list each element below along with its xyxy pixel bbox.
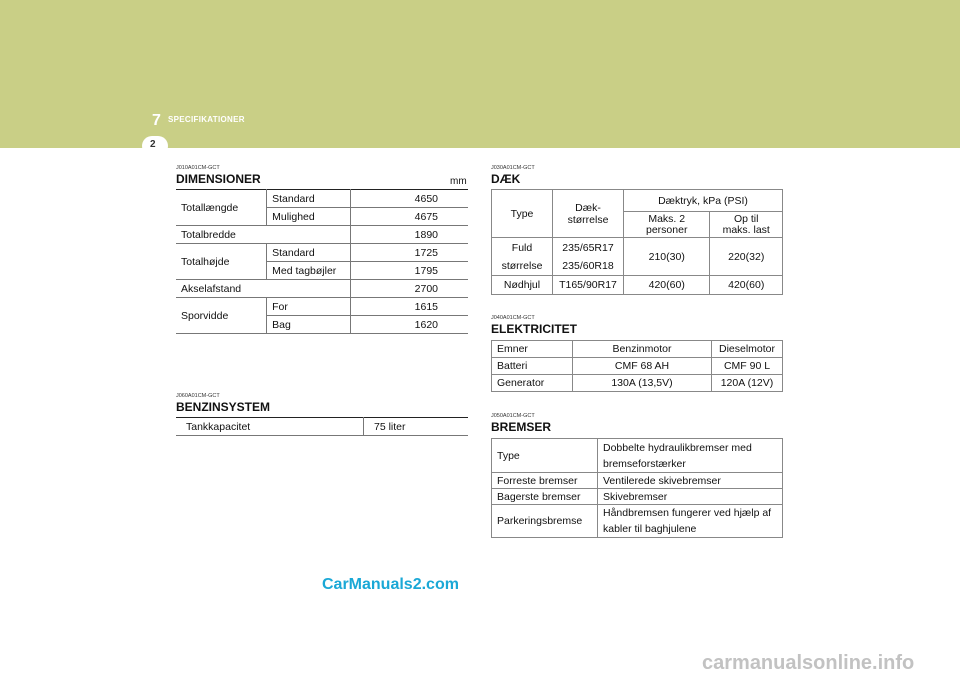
col-maxload: Op til maks. last <box>710 212 783 238</box>
row-sub: Med tagbøjler <box>267 262 351 280</box>
col-max2: Maks. 2 personer <box>624 212 710 238</box>
row-sub: Standard <box>267 244 351 262</box>
full-label-2: størrelse <box>492 258 553 276</box>
table-row <box>176 280 468 298</box>
brake-value: Håndbremsen fungerer ved hjælp af kabler til baghjulene <box>598 505 783 538</box>
col-type: Type <box>492 190 553 238</box>
row-value: 1890 <box>350 226 468 244</box>
brake-value: Dobbelte hydraulikbremser med bremseforstærker <box>598 439 783 473</box>
watermark-link[interactable]: CarManuals2.com <box>322 576 459 593</box>
battery-diesel: CMF 90 L <box>712 358 783 375</box>
row-sub: Bag <box>267 316 351 334</box>
row-sub: Mulighed <box>267 208 351 226</box>
electric-code: J040A01CM-GCT <box>491 315 535 321</box>
fuel-value: 75 liter <box>364 418 469 436</box>
row-label: Totalhøjde <box>176 244 267 280</box>
header-band <box>0 0 960 148</box>
fuel-code: J060A01CM-GCT <box>176 393 220 399</box>
battery-petrol: CMF 68 AH <box>573 358 712 375</box>
row-value: 1725 <box>350 244 468 262</box>
brake-value: Ventilerede skivebremser <box>598 473 783 489</box>
chapter-number: 7 <box>152 112 161 129</box>
row-label: Sporvidde <box>176 298 267 334</box>
full-size-1: 235/65R17 <box>553 238 624 258</box>
dimensions-table <box>176 189 468 334</box>
table-row <box>492 358 783 375</box>
generator-diesel: 120A (12V) <box>712 375 783 392</box>
electric-head-2: Dieselmotor <box>712 341 783 358</box>
row-sub: For <box>267 298 351 316</box>
full-pmax: 220(32) <box>710 238 783 276</box>
table-row <box>492 190 783 212</box>
row-sub: Standard <box>267 190 351 208</box>
generator-petrol: 130A (13,5V) <box>573 375 712 392</box>
full-label-1: Fuld <box>492 238 553 258</box>
row-value: 4650 <box>350 190 468 208</box>
table-row <box>492 276 783 295</box>
brake-label: Forreste bremser <box>492 473 598 489</box>
row-value: 2700 <box>350 280 468 298</box>
battery-label: Batteri <box>492 358 573 375</box>
table-row <box>492 439 783 473</box>
col-pressure: Dæktryk, kPa (PSI) <box>624 190 783 212</box>
tires-table <box>491 189 783 295</box>
brake-value: Skivebremser <box>598 489 783 505</box>
spare-p2: 420(60) <box>624 276 710 295</box>
table-row <box>492 473 783 489</box>
dimensions-code: J010A01CM-GCT <box>176 165 220 171</box>
table-row <box>492 238 783 258</box>
row-label: Totallængde <box>176 190 267 226</box>
row-label: Akselafstand <box>176 280 350 298</box>
table-row <box>176 298 468 316</box>
col-size: Dæk- størrelse <box>553 190 624 238</box>
table-row <box>176 190 468 208</box>
tires-title: DÆK <box>491 172 521 186</box>
table-row <box>492 489 783 505</box>
row-value: 1795 <box>350 262 468 280</box>
brakes-code: J050A01CM-GCT <box>491 413 535 419</box>
table-row <box>492 505 783 538</box>
brakes-table <box>491 438 783 538</box>
table-row <box>176 226 468 244</box>
row-value: 1615 <box>350 298 468 316</box>
footer-watermark: carmanualsonline.info <box>702 652 915 674</box>
table-row <box>492 341 783 358</box>
electric-table <box>491 340 783 392</box>
spare-pmax: 420(60) <box>710 276 783 295</box>
brake-label: Parkeringsbremse <box>492 505 598 538</box>
electric-head-0: Emner <box>492 341 573 358</box>
spare-size: T165/90R17 <box>553 276 624 295</box>
generator-label: Generator <box>492 375 573 392</box>
tires-code: J030A01CM-GCT <box>491 165 535 171</box>
table-row <box>176 418 468 436</box>
brake-label: Type <box>492 439 598 473</box>
row-value: 1620 <box>350 316 468 334</box>
dimensions-title: DIMENSIONER <box>176 172 261 186</box>
table-row <box>176 244 468 262</box>
brakes-title: BREMSER <box>491 420 552 434</box>
spare-label: Nødhjul <box>492 276 553 295</box>
chapter-title: SPECIFIKATIONER <box>168 115 245 124</box>
page-number: 2 <box>150 139 156 150</box>
row-value: 4675 <box>350 208 468 226</box>
table-row <box>492 375 783 392</box>
fuel-table <box>176 417 468 436</box>
fuel-title: BENZINSYSTEM <box>176 400 271 414</box>
electric-head-1: Benzinmotor <box>573 341 712 358</box>
fuel-label: Tankkapacitet <box>176 418 364 436</box>
full-size-2: 235/60R18 <box>553 258 624 276</box>
full-p2: 210(30) <box>624 238 710 276</box>
electric-title: ELEKTRICITET <box>491 322 577 336</box>
dimensions-unit: mm <box>450 176 467 187</box>
brake-label: Bagerste bremser <box>492 489 598 505</box>
row-label: Totalbredde <box>176 226 350 244</box>
